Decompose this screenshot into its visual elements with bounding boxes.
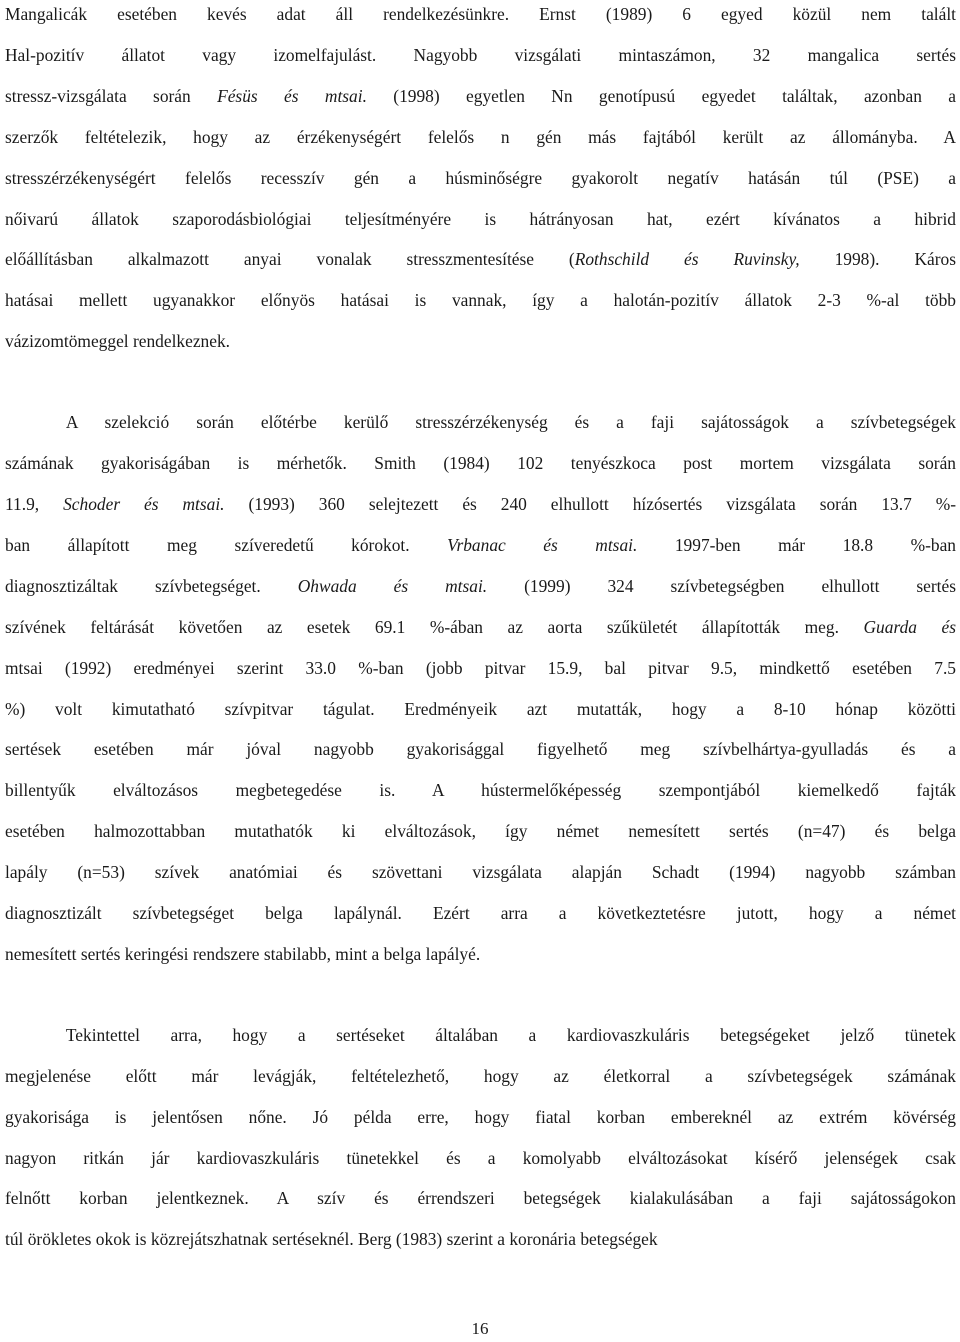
- document-body: [5, 0, 956, 1260]
- citation-italic: Rothschild és Ruvinsky,: [574, 249, 800, 270]
- text-run: szerzők feltételezik, hogy az érzékenységért felelős n gén más fajtából került az állományba. A: [5, 126, 956, 147]
- text-line: [5, 199, 956, 240]
- text-run: gyakorisága is jelentősen nőne. Jó példa erre, hogy fiatal korban embereknél az extrém kövérség: [5, 1106, 956, 1127]
- text-line: [5, 689, 956, 730]
- text-run: előállításban alkalmazott anyai vonalak stresszmentesítése (: [5, 249, 575, 270]
- text-run: stresszérzékenységért felelős recesszív gén a húsminőségre gyakorolt negatív hatásán túl (PSE) a: [5, 167, 956, 188]
- text-line: [5, 566, 956, 607]
- text-run: hatásai mellett ugyanakkor előnyös hatásai is vannak, így a halotán-pozitív állatok 2-3 %-al több: [5, 290, 956, 311]
- text-line: [5, 1015, 956, 1056]
- text-run: stressz-vizsgálata során: [5, 85, 218, 106]
- text-line: [5, 852, 956, 893]
- text-run: diagnosztizáltak szívbetegséget.: [5, 575, 298, 596]
- text-run: Mangalicák esetében kevés adat áll rendelkezésünkre. Ernst (1989) 6 egyed közül nem talált: [5, 4, 956, 24]
- text-run: sertések esetében már jóval nagyobb gyakorisággal figyelhető meg szívbelhártya-gyulladás és a: [5, 739, 956, 760]
- text-run: 1997-ben már 18.8 %-ban: [637, 534, 956, 555]
- text-line: [5, 484, 956, 525]
- citation-italic: Vrbanac és mtsai.: [447, 534, 638, 555]
- text-run: 1998). Káros: [799, 249, 956, 270]
- text-line: [5, 893, 956, 934]
- text-line: [5, 811, 956, 852]
- document-page: [5, 0, 956, 1260]
- text-line: [5, 934, 956, 975]
- text-line: [5, 1097, 956, 1138]
- text-run: túl örökletes okok is közrejátszhatnak sertéseknél. Berg (1983) szerint a koronária betegségek: [5, 1229, 658, 1250]
- text-line: [5, 443, 956, 484]
- text-line: [5, 321, 956, 362]
- text-run: (1999) 324 szívbetegségben elhullott sertés: [487, 575, 957, 596]
- text-run: nőivarú állatok szaporodásbiológiai teljesítményére is hátrányosan hat, ezért kívánatos a hibrid: [5, 208, 956, 229]
- paragraph-1: [5, 0, 956, 362]
- text-run: Hal-pozitív állatot vagy izomelfajulást. Nagyobb vizsgálati mintaszámon, 32 mangalica sertés: [5, 44, 956, 65]
- text-run: felnőtt korban jelentkeznek. A szív és érrendszeri betegségek kialakulásában a faji sajátosságokon: [5, 1188, 956, 1209]
- text-line: [5, 158, 956, 199]
- paragraph-2: [5, 402, 956, 975]
- text-line: [5, 76, 956, 117]
- text-line: [5, 280, 956, 321]
- paragraph-3: [5, 1015, 956, 1260]
- text-line: [5, 1219, 956, 1260]
- text-run: esetében halmozottabban mutathatók ki elváltozások, így német nemesített sertés (n=47) és belga: [5, 821, 956, 842]
- text-run: (1998) egyetlen Nn genotípusú egyedet találtak, azonban a: [366, 85, 956, 106]
- text-line: [5, 35, 956, 76]
- text-run: A szelekció során előtérbe kerülő stresszérzékenység és a faji sajátosságok a szívbetegségek: [5, 412, 956, 433]
- text-run: diagnosztizált szívbetegséget belga lapálynál. Ezért arra a következtetésre jutott, hogy a német: [5, 903, 956, 924]
- citation-italic: Schoder és mtsai.: [63, 493, 225, 514]
- text-run: szívének feltárását követően az esetek 69.1 %-ában az aorta szűkületét állapították meg.: [5, 616, 864, 637]
- text-run: billentyűk elváltozásos megbetegedése is. A hústermelőképesség szempontjából kiemelkedő fajták: [5, 780, 956, 801]
- text-run: mtsai (1992) eredményei szerint 33.0 %-ban (jobb pitvar 15.9, bal pitvar 9.5, mindkettő esetében 7.5: [5, 657, 956, 678]
- text-line: [5, 770, 956, 811]
- citation-italic: Fésüs és mtsai.: [217, 85, 367, 106]
- text-run: %) volt kimutatható szívpitvar tágulat. Eredményeik azt mutatták, hogy a 8-10 hónap közötti: [5, 698, 956, 719]
- text-run: Tekintettel arra, hogy a sertéseket általában a kardiovaszkuláris betegségeket jelző tünetek: [5, 1024, 956, 1045]
- text-line: [5, 0, 956, 35]
- text-run: ban állapított meg szíveredetű kórokot.: [5, 534, 448, 555]
- text-run: vázizomtömeggel rendelkeznek.: [5, 331, 231, 352]
- text-line: [5, 648, 956, 689]
- text-run: lapály (n=53) szívek anatómiai és szövettani vizsgálata alapján Schadt (1994) nagyobb számban: [5, 862, 956, 883]
- text-run: megjelenése előtt már levágják, feltételezhető, hogy az életkorral a szívbetegségek számának: [5, 1065, 956, 1086]
- page-number: 16: [471, 1319, 489, 1338]
- text-line: [5, 1178, 956, 1219]
- text-run: nagyon ritkán jár kardiovaszkuláris tünetekkel és a komolyabb elváltozásokat kísérő jelenségek csak: [5, 1147, 956, 1168]
- text-run: 11.9,: [5, 493, 64, 514]
- text-run: számának gyakoriságában is mérhetők. Smith (1984) 102 tenyészkoca post mortem vizsgálata során: [5, 453, 956, 474]
- text-line: [5, 1138, 956, 1179]
- citation-italic: Guarda és: [863, 616, 956, 637]
- text-line: [5, 607, 956, 648]
- text-line: [5, 1056, 956, 1097]
- citation-italic: Ohwada és mtsai.: [297, 575, 488, 596]
- text-run: nemesített sertés keringési rendszere stabilabb, mint a belga lapályé.: [5, 943, 481, 964]
- text-line: [5, 729, 956, 770]
- text-line: [5, 239, 956, 280]
- text-run: (1993) 360 selejtezett és 240 elhullott hízósertés vizsgálata során 13.7 %-: [224, 493, 956, 514]
- text-line: [5, 402, 956, 443]
- text-line: [5, 525, 956, 566]
- text-line: [5, 117, 956, 158]
